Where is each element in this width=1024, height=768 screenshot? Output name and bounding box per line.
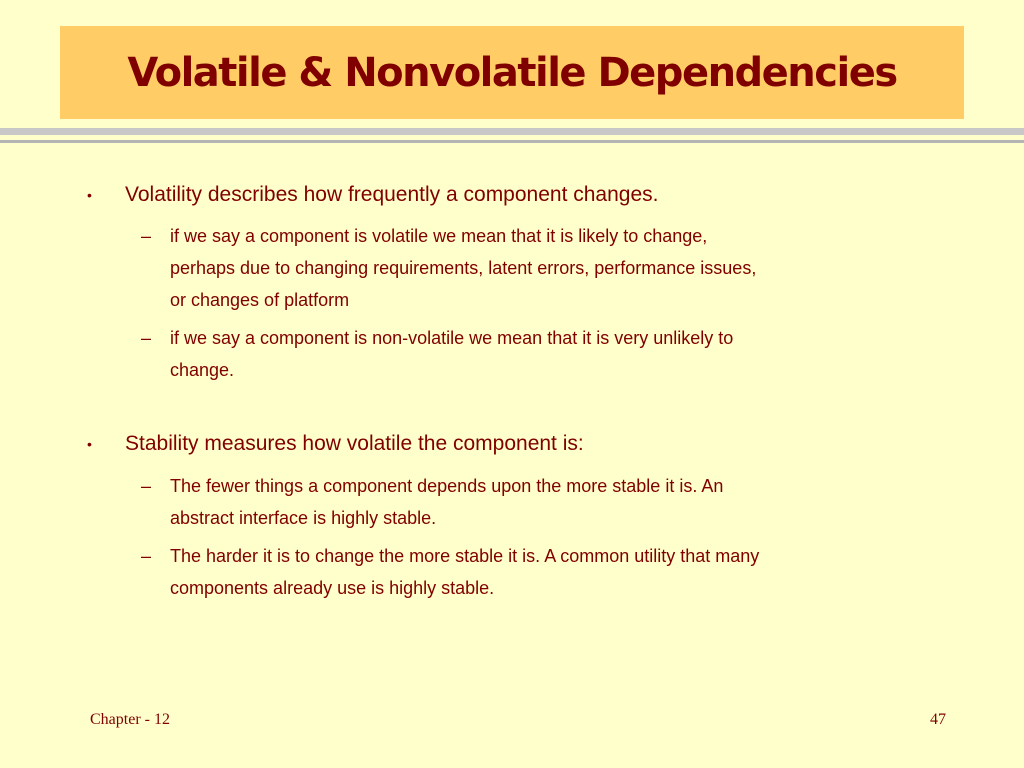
- dash-marker: –: [141, 546, 152, 566]
- dash-marker: –: [141, 476, 152, 496]
- dash-marker: –: [141, 328, 152, 348]
- sub-bullet-text: if we say a component is non-volatile we mean that it is very unlikely to change.: [170, 328, 734, 380]
- divider-thick: [0, 128, 1024, 135]
- sub-bullet-text: The fewer things a component depends upon the more stable it is. An abstract interface is highly stable.: [170, 476, 724, 528]
- title-banner: [60, 26, 964, 119]
- bullet-marker: •: [87, 436, 92, 452]
- bullet-text: Volatility describes how frequently a component changes.: [125, 183, 659, 206]
- footer-chapter: Chapter - 12: [90, 711, 170, 728]
- sub-bullet-text: The harder it is to change the more stable it is. A common utility that many components already use is highly stable.: [170, 546, 760, 598]
- dash-marker: –: [141, 226, 152, 246]
- bullet-text: Stability measures how volatile the component is:: [125, 432, 584, 455]
- divider-thin: [0, 140, 1024, 143]
- slide-title: Volatile & Nonvolatile Dependencies: [127, 49, 897, 96]
- footer-page-number: 47: [930, 711, 946, 728]
- bullet-marker: •: [87, 187, 92, 203]
- sub-bullet-text: if we say a component is volatile we mean that it is likely to change, perhaps due to changing requirements, latent errors, performance issues, or changes of platform: [170, 226, 757, 310]
